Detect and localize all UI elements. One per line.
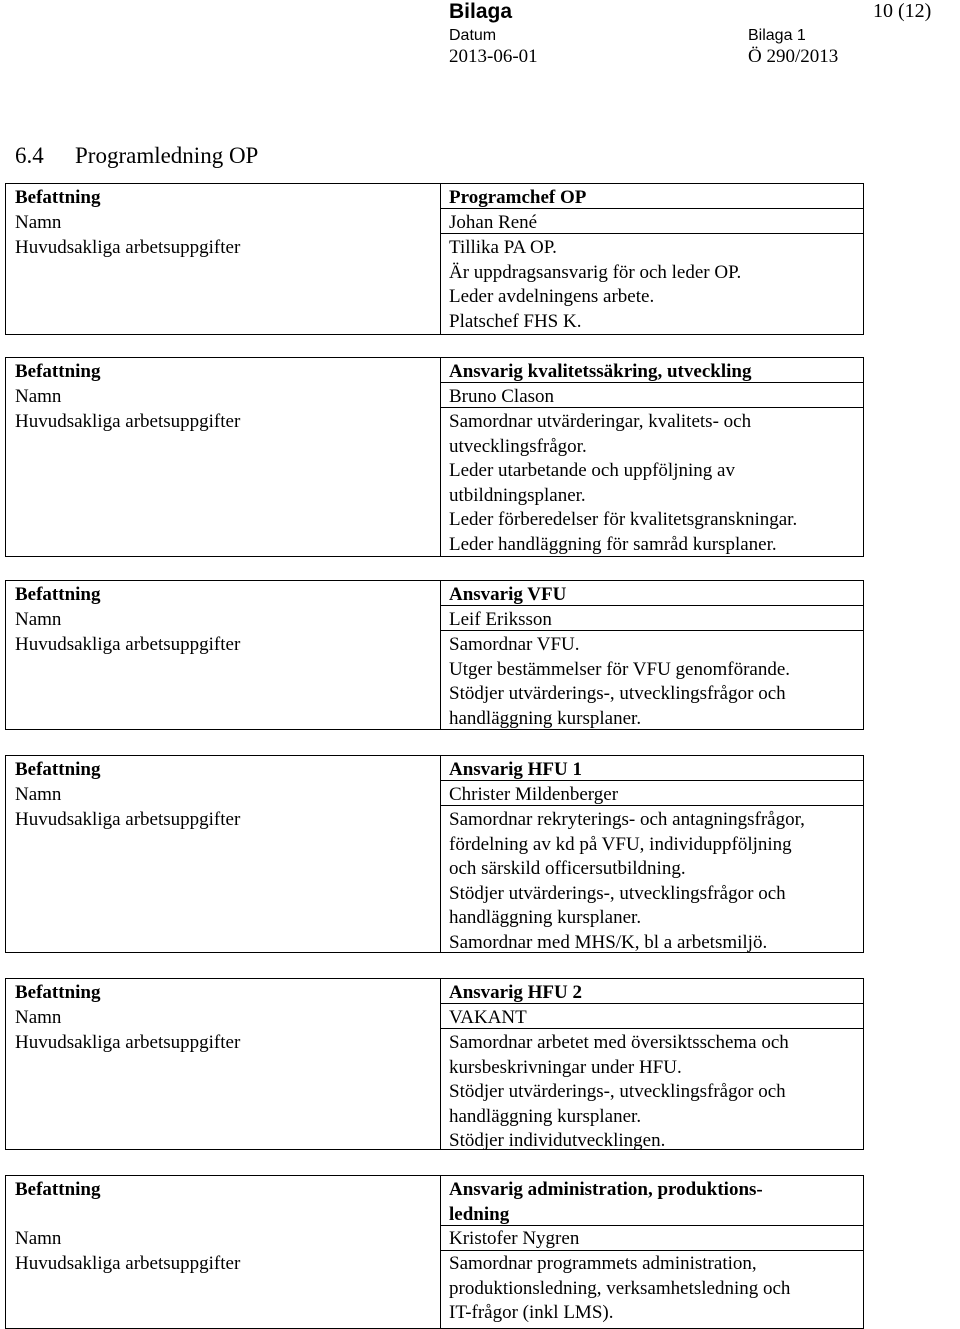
- duty-line: Utger bestämmelser för VFU genomförande.: [449, 658, 791, 680]
- befattning-label: Befattning: [15, 187, 101, 208]
- duty-line: Stödjer utvärderings-, utvecklingsfrågor och: [449, 683, 786, 704]
- role-duties: [449, 236, 741, 334]
- duty-line: kursbeskrivningar under HFU.: [449, 1056, 682, 1078]
- duty-line: Samordnar utvärderingar, kvalitets- och: [449, 411, 752, 432]
- duty-line: Stödjer individutvecklingen.: [449, 1130, 666, 1151]
- role-title: Ansvarig kvalitetssäkring, utveckling: [449, 361, 752, 382]
- namn-label: Namn: [15, 609, 62, 630]
- role-duties: [449, 633, 790, 731]
- duty-line: Leder handläggning för samråd kursplaner.: [449, 533, 777, 555]
- duty-line: handläggning kursplaner.: [449, 907, 642, 928]
- uppgifter-label: Huvudsakliga arbetsuppgifter: [15, 237, 241, 258]
- duty-line: Samordnar med MHS/K, bl a arbetsmiljö.: [449, 931, 768, 953]
- page-number: 10 (12): [873, 0, 932, 22]
- role-duties: [449, 410, 797, 557]
- role-title: [449, 1178, 763, 1227]
- befattning-label: Befattning: [15, 361, 101, 382]
- duty-line: utbildningsplaner.: [449, 484, 586, 506]
- reference-label: Bilaga 1: [748, 27, 806, 44]
- duty-line: handläggning kursplaner.: [449, 707, 642, 729]
- duty-line: Samordnar programmets administration,: [449, 1253, 757, 1274]
- duty-line: Samordnar rekryterings- och antagningsfrågor,: [449, 809, 805, 830]
- duty-line: Samordnar arbetet med översiktsschema och: [449, 1032, 789, 1053]
- role-title: Ansvarig VFU: [449, 584, 567, 605]
- date-value: 2013-06-01: [449, 46, 538, 67]
- role-title: Ansvarig HFU 2: [449, 982, 582, 1003]
- role-holder-name: VAKANT: [449, 1007, 527, 1028]
- duty-line: utvecklingsfrågor.: [449, 435, 587, 457]
- role-holder-name: Leif Eriksson: [449, 609, 552, 630]
- date-label: Datum: [449, 27, 497, 44]
- namn-label: Namn: [15, 212, 62, 233]
- column-divider: [440, 755, 441, 953]
- role-holder-name: Kristofer Nygren: [449, 1228, 580, 1249]
- role-title-line: ledning: [449, 1203, 510, 1225]
- role-duties: [449, 1252, 790, 1326]
- duty-line: och särskild officersutbildning.: [449, 858, 686, 879]
- duty-line: IT-frågor (inkl LMS).: [449, 1302, 614, 1323]
- duty-line: fördelning av kd på VFU, individuppföljning: [449, 833, 792, 855]
- column-divider: [440, 1175, 441, 1329]
- duty-line: produktionsledning, verksamhetsledning och: [449, 1277, 791, 1299]
- role-title: Programchef OP: [449, 187, 587, 208]
- namn-label: Namn: [15, 1228, 62, 1249]
- uppgifter-label: Huvudsakliga arbetsuppgifter: [15, 809, 241, 830]
- section-number: 6.4: [15, 143, 44, 168]
- namn-label: Namn: [15, 386, 62, 407]
- duty-line: Stödjer utvärderings-, utvecklingsfrågor och: [449, 1081, 786, 1102]
- duty-line: Platschef FHS K.: [449, 310, 582, 332]
- uppgifter-label: Huvudsakliga arbetsuppgifter: [15, 1032, 241, 1053]
- duty-line: Stödjer utvärderings-, utvecklingsfrågor och: [449, 882, 786, 904]
- befattning-label: Befattning: [15, 584, 101, 605]
- role-duties: [449, 808, 805, 955]
- role-title-line: Ansvarig administration, produktions-: [449, 1179, 763, 1200]
- uppgifter-label: Huvudsakliga arbetsuppgifter: [15, 1253, 241, 1274]
- column-divider: [440, 183, 441, 335]
- role-holder-name: Christer Mildenberger: [449, 784, 619, 805]
- uppgifter-label: Huvudsakliga arbetsuppgifter: [15, 634, 241, 655]
- duty-line: Samordnar VFU.: [449, 634, 580, 655]
- column-divider: [440, 357, 441, 557]
- duty-line: Leder avdelningens arbete.: [449, 286, 655, 307]
- role-duties: [449, 1031, 789, 1154]
- role-holder-name: Johan René: [449, 212, 538, 233]
- namn-label: Namn: [15, 1007, 62, 1028]
- befattning-label: Befattning: [15, 982, 101, 1003]
- befattning-label: Befattning: [15, 1179, 101, 1200]
- duty-line: Leder förberedelser för kvalitetsgranskningar.: [449, 509, 798, 530]
- section-title-text: Programledning OP: [75, 143, 259, 168]
- duty-line: handläggning kursplaner.: [449, 1105, 642, 1127]
- section-heading: [15, 143, 258, 169]
- duty-line: Leder utarbetande och uppföljning av: [449, 460, 735, 481]
- reference-value: Ö 290/2013: [748, 46, 839, 67]
- role-title: Ansvarig HFU 1: [449, 759, 582, 780]
- duty-line: Är uppdragsansvarig för och leder OP.: [449, 261, 742, 283]
- namn-label: Namn: [15, 784, 62, 805]
- document-title: Bilaga: [449, 0, 513, 23]
- column-divider: [440, 580, 441, 730]
- uppgifter-label: Huvudsakliga arbetsuppgifter: [15, 411, 241, 432]
- duty-line: Tillika PA OP.: [449, 237, 557, 258]
- role-holder-name: Bruno Clason: [449, 386, 555, 407]
- befattning-label: Befattning: [15, 759, 101, 780]
